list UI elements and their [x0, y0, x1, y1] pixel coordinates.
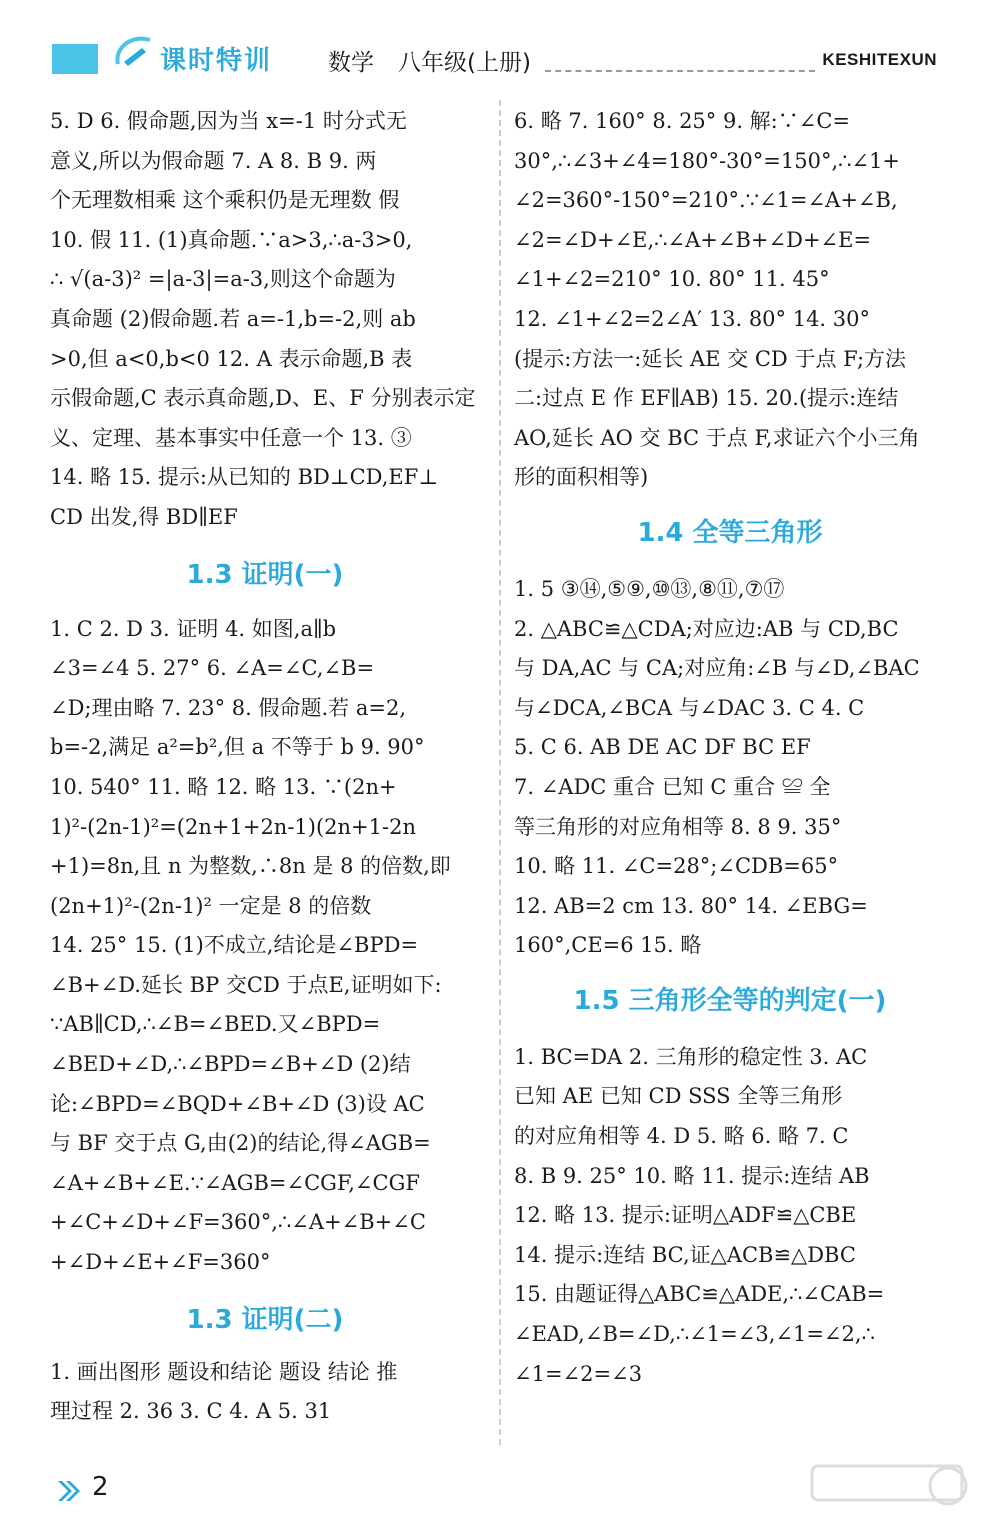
header-accent-bar	[52, 44, 98, 74]
answer-line: 真命题 (2)假命题.若 a=-1,b=-2,则 ab	[50, 306, 416, 331]
answer-line: 与∠DCA,∠BCA 与∠DAC 3. C 4. C	[514, 695, 865, 720]
grade-label: 八年级(上册)	[398, 50, 531, 76]
answer-line: 14. 略 15. 提示:从已知的 BD⊥CD,EF⊥	[50, 465, 439, 490]
answer-line: 12. 略 13. 提示:证明△ADF≌△CBE	[514, 1203, 857, 1228]
answer-line: +∠D+∠E+∠F=360°	[50, 1250, 271, 1275]
answer-line: 与 DA,AC 与 CA;对应角:∠B 与∠D,∠BAC	[514, 656, 920, 681]
section-1-3-proof-2-answers	[50, 1353, 480, 1432]
answer-line: (提示:方法一:延长 AE 交 CD 于点 F;方法	[514, 346, 907, 371]
section-1-4-answers	[514, 570, 946, 966]
section-1-3-proof-1-answers	[50, 610, 480, 1283]
section-1-5-answers	[514, 1038, 946, 1394]
answer-line: 15. 由题证得△ABC≌△ADE,∴∠CAB=	[514, 1282, 885, 1307]
answer-line: 个无理数相乘 这个乘积仍是无理数 假	[50, 188, 400, 213]
answer-line: AO,延长 AO 交 BC 于点 F,求证六个小三角	[514, 425, 920, 450]
answer-line: 12. ∠1+∠2=2∠A′ 13. 80° 14. 30°	[514, 306, 871, 331]
answer-line: 10. 略 11. ∠C=28°;∠CDB=65°	[514, 854, 839, 879]
answer-line: 1. BC=DA 2. 三角形的稳定性 3. AC	[514, 1044, 868, 1069]
right-column	[514, 102, 946, 1394]
answer-line: 30°,∴∠3+∠4=180°-30°=150°,∴∠1+	[514, 148, 901, 173]
right-answers-block	[514, 102, 946, 498]
answer-line: 的对应角相等 4. D 5. 略 6. 略 7. C	[514, 1124, 849, 1149]
answer-line: 6. 略 7. 160° 8. 25° 9. 解:∵∠C=	[514, 109, 851, 133]
answer-line: 160°,CE=6 15. 略	[514, 933, 702, 958]
column-divider	[499, 100, 501, 1445]
answer-line: 等三角形的对应角相等 8. 8 9. 35°	[514, 814, 842, 839]
answer-line: 义、定理、基本事实中任意一个 13. ③	[50, 425, 412, 450]
left-answers-block	[50, 102, 480, 538]
answer-line: ∠1=∠2=∠3	[514, 1361, 643, 1386]
answer-line: >0,但 a<0,b<0 12. A 表示命题,B 表	[50, 346, 413, 371]
answer-line: ∴ √(a-3)² =|a-3|=a-3,则这个命题为	[50, 267, 396, 292]
answer-line: 形的面积相等)	[514, 465, 649, 490]
answer-line: 示假命题,C 表示真命题,D、E、F 分别表示定	[50, 386, 476, 411]
answer-line: 2. △ABC≌△CDA;对应边:AB 与 CD,BC	[514, 616, 899, 641]
answer-line: ∠1+∠2=210° 10. 80° 11. 45°	[514, 267, 830, 292]
left-column	[50, 102, 480, 1432]
answer-line: 与 BF 交于点 G,由(2)的结论,得∠AGB=	[50, 1131, 431, 1156]
answer-line: 1. 画出图形 题设和结论 题设 结论 推	[50, 1359, 398, 1384]
double-chevron-right-icon	[56, 1478, 82, 1504]
answer-line: 5. C 6. AB DE AC DF BC EF	[514, 735, 811, 760]
answer-line: 二:过点 E 作 EF∥AB) 15. 20.(提示:连结	[514, 386, 899, 411]
answer-line: 12. AB=2 cm 13. 80° 14. ∠EBG=	[514, 893, 868, 918]
answer-line: ∠B+∠D.延长 BP 交CD 于点E,证明如下:	[50, 972, 442, 997]
answer-line: ∠3=∠4 5. 27° 6. ∠A=∠C,∠B=	[50, 656, 375, 681]
brand-title: 课时特训	[160, 46, 273, 76]
answer-line: ∵AB∥CD,∴∠B=∠BED.又∠BPD=	[50, 1012, 381, 1037]
answer-line: 1)²-(2n-1)²=(2n+1+2n-1)(2n+1-2n	[50, 814, 416, 839]
answer-watermark-icon	[808, 1462, 973, 1532]
answer-line: CD 出发,得 BD∥EF	[50, 504, 238, 529]
page-number: 2	[92, 1472, 109, 1502]
answer-line: 14. 提示:连结 BC,证△ACB≌△DBC	[514, 1242, 856, 1267]
answer-line: 7. ∠ADC 重合 已知 C 重合 ≌ 全	[514, 774, 831, 799]
answer-line: 1. 5 ③⑭,⑤⑨,⑩⑬,⑧⑪,⑦⑰	[514, 576, 785, 601]
answer-line: +1)=8n,且 n 为整数,∴8n 是 8 的倍数,即	[50, 854, 451, 879]
answer-line: 14. 25° 15. (1)不成立,结论是∠BPD=	[50, 933, 419, 958]
answer-line: ∠EAD,∠B=∠D,∴∠1=∠3,∠1=∠2,∴	[514, 1322, 875, 1347]
answer-line: (2n+1)²-(2n-1)² 一定是 8 的倍数	[50, 893, 372, 918]
answer-line: ∠D;理由略 7. 23° 8. 假命题.若 a=2,	[50, 695, 407, 720]
page-header	[0, 0, 987, 80]
answer-line: ∠2=∠D+∠E,∴∠A+∠B+∠D+∠E=	[514, 227, 872, 252]
answer-line: 1. C 2. D 3. 证明 4. 如图,a∥b	[50, 616, 337, 641]
answer-line: 5. D 6. 假命题,因为当 x=-1 时分式无	[50, 109, 407, 133]
answer-line: b=-2,满足 a²=b²,但 a 不等于 b 9. 90°	[50, 735, 425, 760]
answer-line: ∠BED+∠D,∴∠BPD=∠B+∠D (2)结	[50, 1052, 411, 1077]
section-title-1-5-congruence-criteria: 1.5 三角形全等的判定(一)	[573, 985, 887, 1016]
answer-line: 理过程 2. 36 3. C 4. A 5. 31	[50, 1399, 332, 1424]
answer-line: 论:∠BPD=∠BQD+∠B+∠D (3)设 AC	[50, 1091, 425, 1116]
answer-line: 10. 假 11. (1)真命题.∵a>3,∴a-3>0,	[50, 227, 413, 252]
section-title-1-3-proof-2: 1.3 证明(二)	[186, 1304, 344, 1335]
answer-line: 已知 AE 已知 CD SSS 全等三角形	[514, 1084, 843, 1109]
pen-swoosh-icon	[112, 30, 156, 74]
answer-line: 意义,所以为假命题 7. A 8. B 9. 两	[50, 148, 377, 173]
answer-line: +∠C+∠D+∠F=360°,∴∠A+∠B+∠C	[50, 1210, 426, 1235]
answer-line: ∠A+∠B+∠E.∵∠AGB=∠CGF,∠CGF	[50, 1170, 420, 1195]
answer-line: 8. B 9. 25° 10. 略 11. 提示:连结 AB	[514, 1163, 870, 1188]
section-title-1-3-proof-1: 1.3 证明(一)	[186, 559, 344, 590]
section-title-1-4-congruent-triangles: 1.4 全等三角形	[637, 517, 823, 548]
answer-line: ∠2=360°-150°=210°.∵∠1=∠A+∠B,	[514, 188, 898, 213]
answer-line: 10. 540° 11. 略 12. 略 13. ∵(2n+	[50, 774, 397, 799]
series-code: KESHITEXUN	[822, 50, 937, 69]
subject-label: 数学	[328, 50, 374, 76]
header-dashed-line	[545, 70, 815, 72]
